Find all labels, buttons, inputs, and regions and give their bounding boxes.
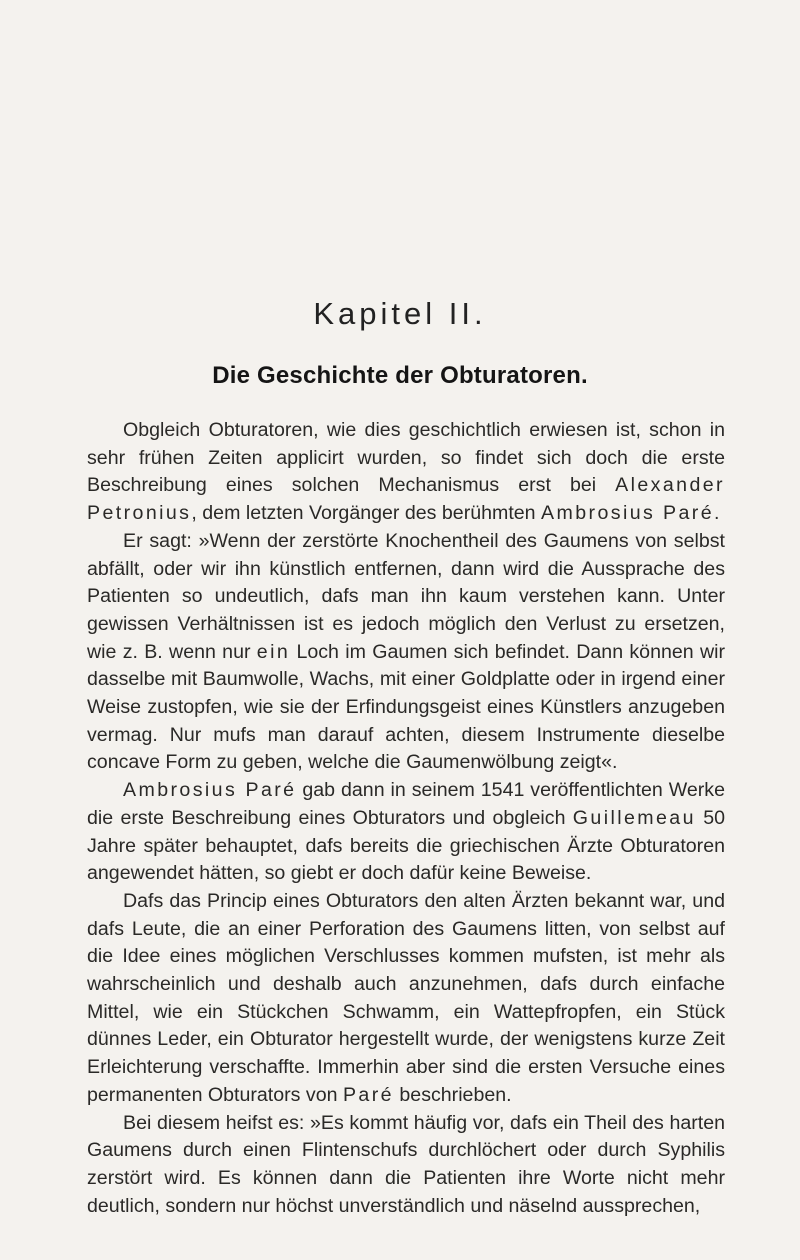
spaced-name: Ambrosius Paré	[123, 779, 297, 802]
text-run: Er sagt: »Wenn der zerstörte Knochentheil des Gaumens von selbst abfällt, oder wir ihn künstlich entfernen, dann wird die Aussprache des Patienten so undeutlich, dafs man ihn kaum verstehen kann. Unter gewissen Verhältnissen ist es jedoch möglich den Verlust zu ersetzen, wie z. B. wenn nur	[87, 529, 725, 663]
text-run: , dem letzten Vorgänger des berühmten	[191, 502, 542, 525]
text-run: .	[714, 502, 720, 525]
text-run: gab dann in seinem 1541 veröffentlichten Werke die erste Beschreibung eines Obturators und obgleich	[87, 779, 725, 829]
paragraph	[87, 528, 725, 777]
paragraph	[87, 1110, 725, 1221]
paragraph	[87, 888, 725, 1110]
text-run: Obgleich Obturatoren, wie dies geschichtlich erwiesen ist, schon in sehr frühen Zeiten applicirt wurden, so findet sich doch die erste Beschreibung eines solchen Mechanismus erst bei	[87, 419, 725, 497]
spaced-name: Ambrosius Paré	[541, 502, 715, 525]
chapter-number: Kapitel II.	[313, 296, 487, 331]
spaced-word: ein	[256, 640, 291, 663]
paragraph	[87, 777, 725, 888]
text-run: Dafs das Princip eines Obturators den alten Ärzten bekannt war, und dafs Leute, die an einer Perforation des Gaumens litten, von selbst auf die Idee eines möglichen Verschlusses kommen mufsten, ist mehr als wahrscheinlich und deshalb auch anzunehmen, dafs durch einfache Mittel, wie ein Stückchen Schwamm, ein Wattepfropfen, ein Stück dünnes Leder, ein Obturator hergestellt wurde, der wenigstens kurze Zeit Erleichterung verschaffte. Immerhin aber sind die ersten Versuche eines permanenten Obturators von	[87, 889, 725, 1106]
chapter-title: Die Geschichte der Obturatoren.	[212, 362, 588, 389]
text-run: Loch im Gaumen sich befindet. Dann können wir dasselbe mit Baumwolle, Wachs, mit einer Goldplatte oder in irgend einer Weise zustopfen, wie sie der Erfindungsgeist eines Künstlers anzugeben vermag. Nur mufs man darauf achten, diesem Instrumente dieselbe concave Form zu geben, welche die Gaumenwölbung zeigt«.	[87, 640, 725, 774]
text-run: Bei diesem heifst es: »Es kommt häufig vor, dafs ein Theil des harten Gaumens durch einen Flintenschufs durchlöchert oder durch Syphilis zerstört wird. Es können dann die Patienten ihre Worte nicht mehr deutlich, sondern nur höchst unverständlich und näselnd aussprechen,	[87, 1111, 725, 1217]
body-text	[87, 417, 725, 1220]
text-run: beschrieben.	[393, 1083, 512, 1106]
spaced-name: Paré	[342, 1083, 394, 1106]
paragraph	[87, 417, 725, 528]
spaced-name: Guillemeau	[572, 806, 696, 829]
text-run: 50 Jahre später behauptet, dafs bereits die griechischen Ärzte Obturatoren angewendet hätten, so giebt er doch dafür keine Beweise.	[87, 806, 725, 885]
spaced-name: Alexander Petronius	[87, 474, 725, 525]
